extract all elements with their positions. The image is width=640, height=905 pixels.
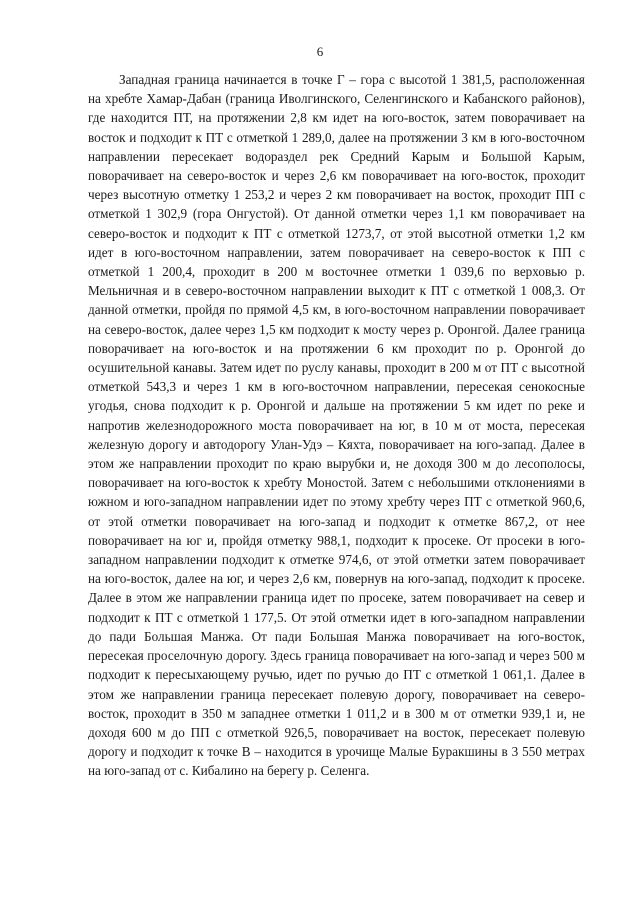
- body-paragraph: Западная граница начинается в точке Г – гора с высотой 1 381,5, расположенная на хребте Хамар-Дабан (граница Иволгинского, Селенгинского и Кабанского районов), где находится ПТ, на протяжении 2,8 км идет на юго-восток, затем поворачивает на восток и подходит к ПТ с отметкой 1 289,0, далее на протяжении 3 км в юго-восточном направлении пересекает водораздел рек Средний Карым и Большой Карым, поворачивает на северо-восток и через 2,6 км поворачивает на юго-восток, проходит через высотную отметку 1 253,2 и через 2 км поворачивает на восток, проходит ПП с отметкой 1 302,9 (гора Онгустой). От данной отметки через 1,1 км поворачивает на северо-восток и подходит к ПТ с отметкой 1273,7, от этой высотной отметки 1,2 км идет в юго-восточном направлении, затем поворачивает на северо-восток к ПП с отметкой 1 200,4, проходит в 200 м восточнее отметки 1 039,6 по верховью р. Мельничная и в северо-восточном направлении выходит к ПТ с отметкой 1 008,3. От данной отметки, пройдя по прямой 4,5 км, в юго-восточном направлении поворачивает на северо-восток, далее через 1,5 км подходит к мосту через р. Оронгой. Далее граница поворачивает на юго-восток и на протяжении 6 км проходит по р. Оронгой до осушительной канавы. Затем идет по руслу канавы, проходит в 200 м от ПТ с высотной отметкой 543,3 и через 1 км в юго-восточном направлении, пересекая сенокосные угодья, снова подходит к р. Оронгой и дальше на протяжении 5 км идет по реке и напротив железнодорожного моста поворачивает на юг, в 10 м от моста, пересекая железную дорогу и автодорогу Улан-Удэ – Кяхта, поворачивает на юго-запад. Далее в этом же направлении проходит по краю вырубки и, не доходя 300 м до лесополосы, поворачивает на юго-восток к хребту Моностой. Затем с небольшими отклонениями в южном и юго-западном направлении идет по этому хребту через ПТ с отметкой 960,6, от этой отметки поворачивает на юго-запад и подходит к отметке 867,2, от нее поворачивает на юг и, пройдя отметку 988,1, подходит к просеке. От просеки в юго-западном направлении подходит к отметке 974,6, от этой отметки затем поворачивает на юго-восток, далее на юг, и через 2,6 км, повернув на юго-запад, подходит к просеке. Далее в этом же направлении граница идет по просеке, затем поворачивает на север и подходит к ПТ с отметкой 1 177,5. От этой отметки идет в юго-западном направлении до пади Большая Манжа. От пади Большая Манжа поворачивает на юго-восток, пересекая проселочную дорогу. Здесь граница поворачивает на юго-запад и через 500 м подходит к пересыхающему ручью, идет по ручью до ПТ с отметкой 1 061,1. Далее в этом же направлении граница пересекает полевую дорогу, поворачивает на северо-восток, проходит в 350 м западнее отметки 1 011,2 и в 300 м от отметки 939,1 и, не доходя 600 м до ПП с отметкой 926,5, поворачивает на восток, пересекает полевую дорогу и подходит к точке В – находится в урочище Малые Буракшины в 3 550 метрах на юго-запад от с. Кибалино на берегу р. Селенга.: [88, 72, 585, 779]
- page-number: 6: [316, 44, 324, 59]
